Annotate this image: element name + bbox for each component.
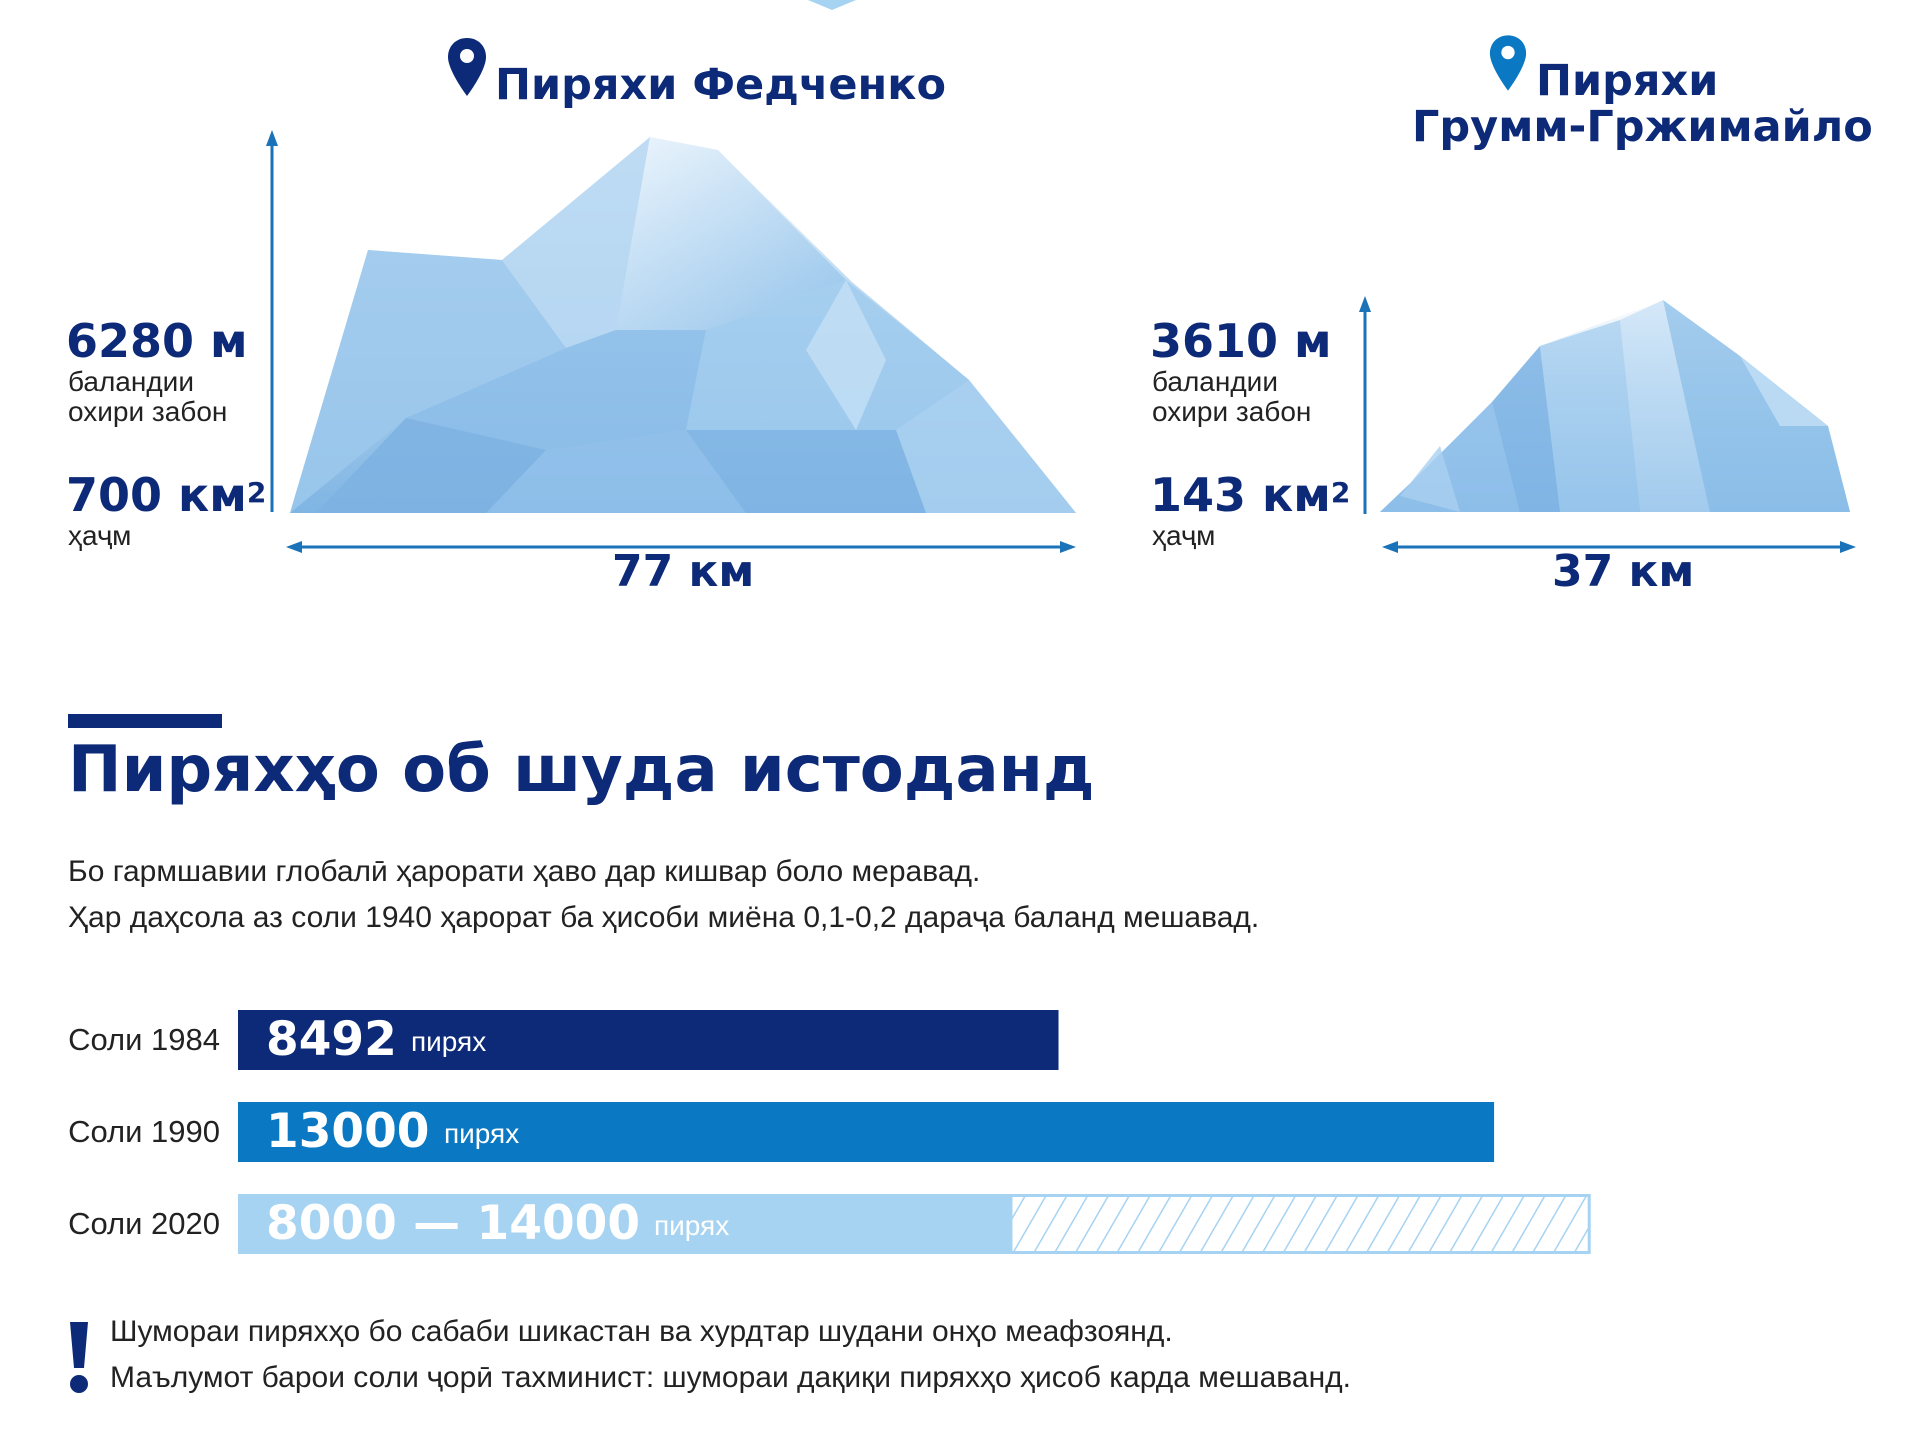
- height-label-line2-grumm: охири забон: [1152, 396, 1312, 427]
- height-label-line2-fedchenko: охири забон: [68, 396, 228, 427]
- height-value-grumm: 3610 м: [1150, 314, 1332, 368]
- glacier-count-bar-chart: [0, 990, 1920, 1270]
- exclamation-icon: [66, 1318, 92, 1394]
- height-value-fedchenko: 6280 м: [66, 314, 248, 368]
- location-pin-icon: [446, 36, 488, 98]
- up-arrow-icon: [1350, 296, 1380, 516]
- top-notch-decoration: [808, 0, 856, 10]
- area-value-fedchenko: [66, 470, 266, 520]
- glacier-illustration-fedchenko: [286, 130, 1076, 515]
- length-label-fedchenko: 77 км: [612, 546, 755, 597]
- area-number-grumm: 143 км: [1150, 468, 1331, 522]
- note-line2: Маълумот барои соли ҷорӣ тахминист: шумораи дақиқи пиряхҳо ҳисоб карда мешаванд.: [110, 1361, 1352, 1394]
- glacier-title-grumm-line2: Грумм-Гржимайло: [1412, 102, 1873, 152]
- area-label-grumm: ҳаҷм: [1152, 520, 1216, 551]
- bar-category-label: Соли 1984: [68, 1022, 220, 1057]
- bar-2-range: [1011, 1196, 1589, 1253]
- section-description-line2: Ҳар даҳсола аз соли 1940 ҳарорат ба ҳисоби миёна 0,1-0,2 дараҷа баланд мешавад.: [68, 901, 1260, 934]
- area-label-fedchenko: ҳаҷм: [68, 520, 132, 551]
- location-pin-icon: [1488, 32, 1528, 94]
- glacier-title-grumm-line1: Пиряхи: [1536, 56, 1719, 106]
- up-arrow-icon: [255, 130, 285, 515]
- area-superscript-grumm: 2: [1330, 476, 1351, 509]
- bar-category-label: Соли 2020: [68, 1206, 220, 1241]
- bar-value-label: 13000: [266, 1104, 430, 1159]
- section-accent-bar: [68, 714, 222, 728]
- bar-unit-label: пирях: [654, 1210, 730, 1241]
- length-label-grumm: 37 км: [1552, 546, 1695, 597]
- note-line1: Шумораи пиряхҳо бо сабаби шикастан ва хурдтар шудани онҳо меафзоянд.: [110, 1315, 1173, 1348]
- area-superscript-fedchenko: 2: [246, 476, 267, 509]
- glacier-illustration-grumm: [1380, 296, 1854, 514]
- height-label-line1-grumm: баландии: [1152, 366, 1278, 397]
- section-description-line1: Бо гармшавии глобалӣ ҳарорати ҳаво дар кишвар боло меравад.: [68, 855, 981, 888]
- bar-unit-label: пирях: [411, 1026, 487, 1057]
- glacier-title-fedchenko: Пиряхи Федченко: [495, 60, 946, 110]
- area-value-grumm: [1150, 470, 1350, 520]
- bar-unit-label: пирях: [444, 1118, 520, 1149]
- bar-value-label: 8000 — 14000: [266, 1196, 641, 1251]
- bar-category-label: Соли 1990: [68, 1114, 220, 1149]
- height-label-line1-fedchenko: баландии: [68, 366, 194, 397]
- section-title: Пиряхҳо об шуда истоданд: [68, 733, 1095, 807]
- area-number-fedchenko: 700 км: [66, 468, 247, 522]
- bar-value-label: 8492: [266, 1012, 397, 1067]
